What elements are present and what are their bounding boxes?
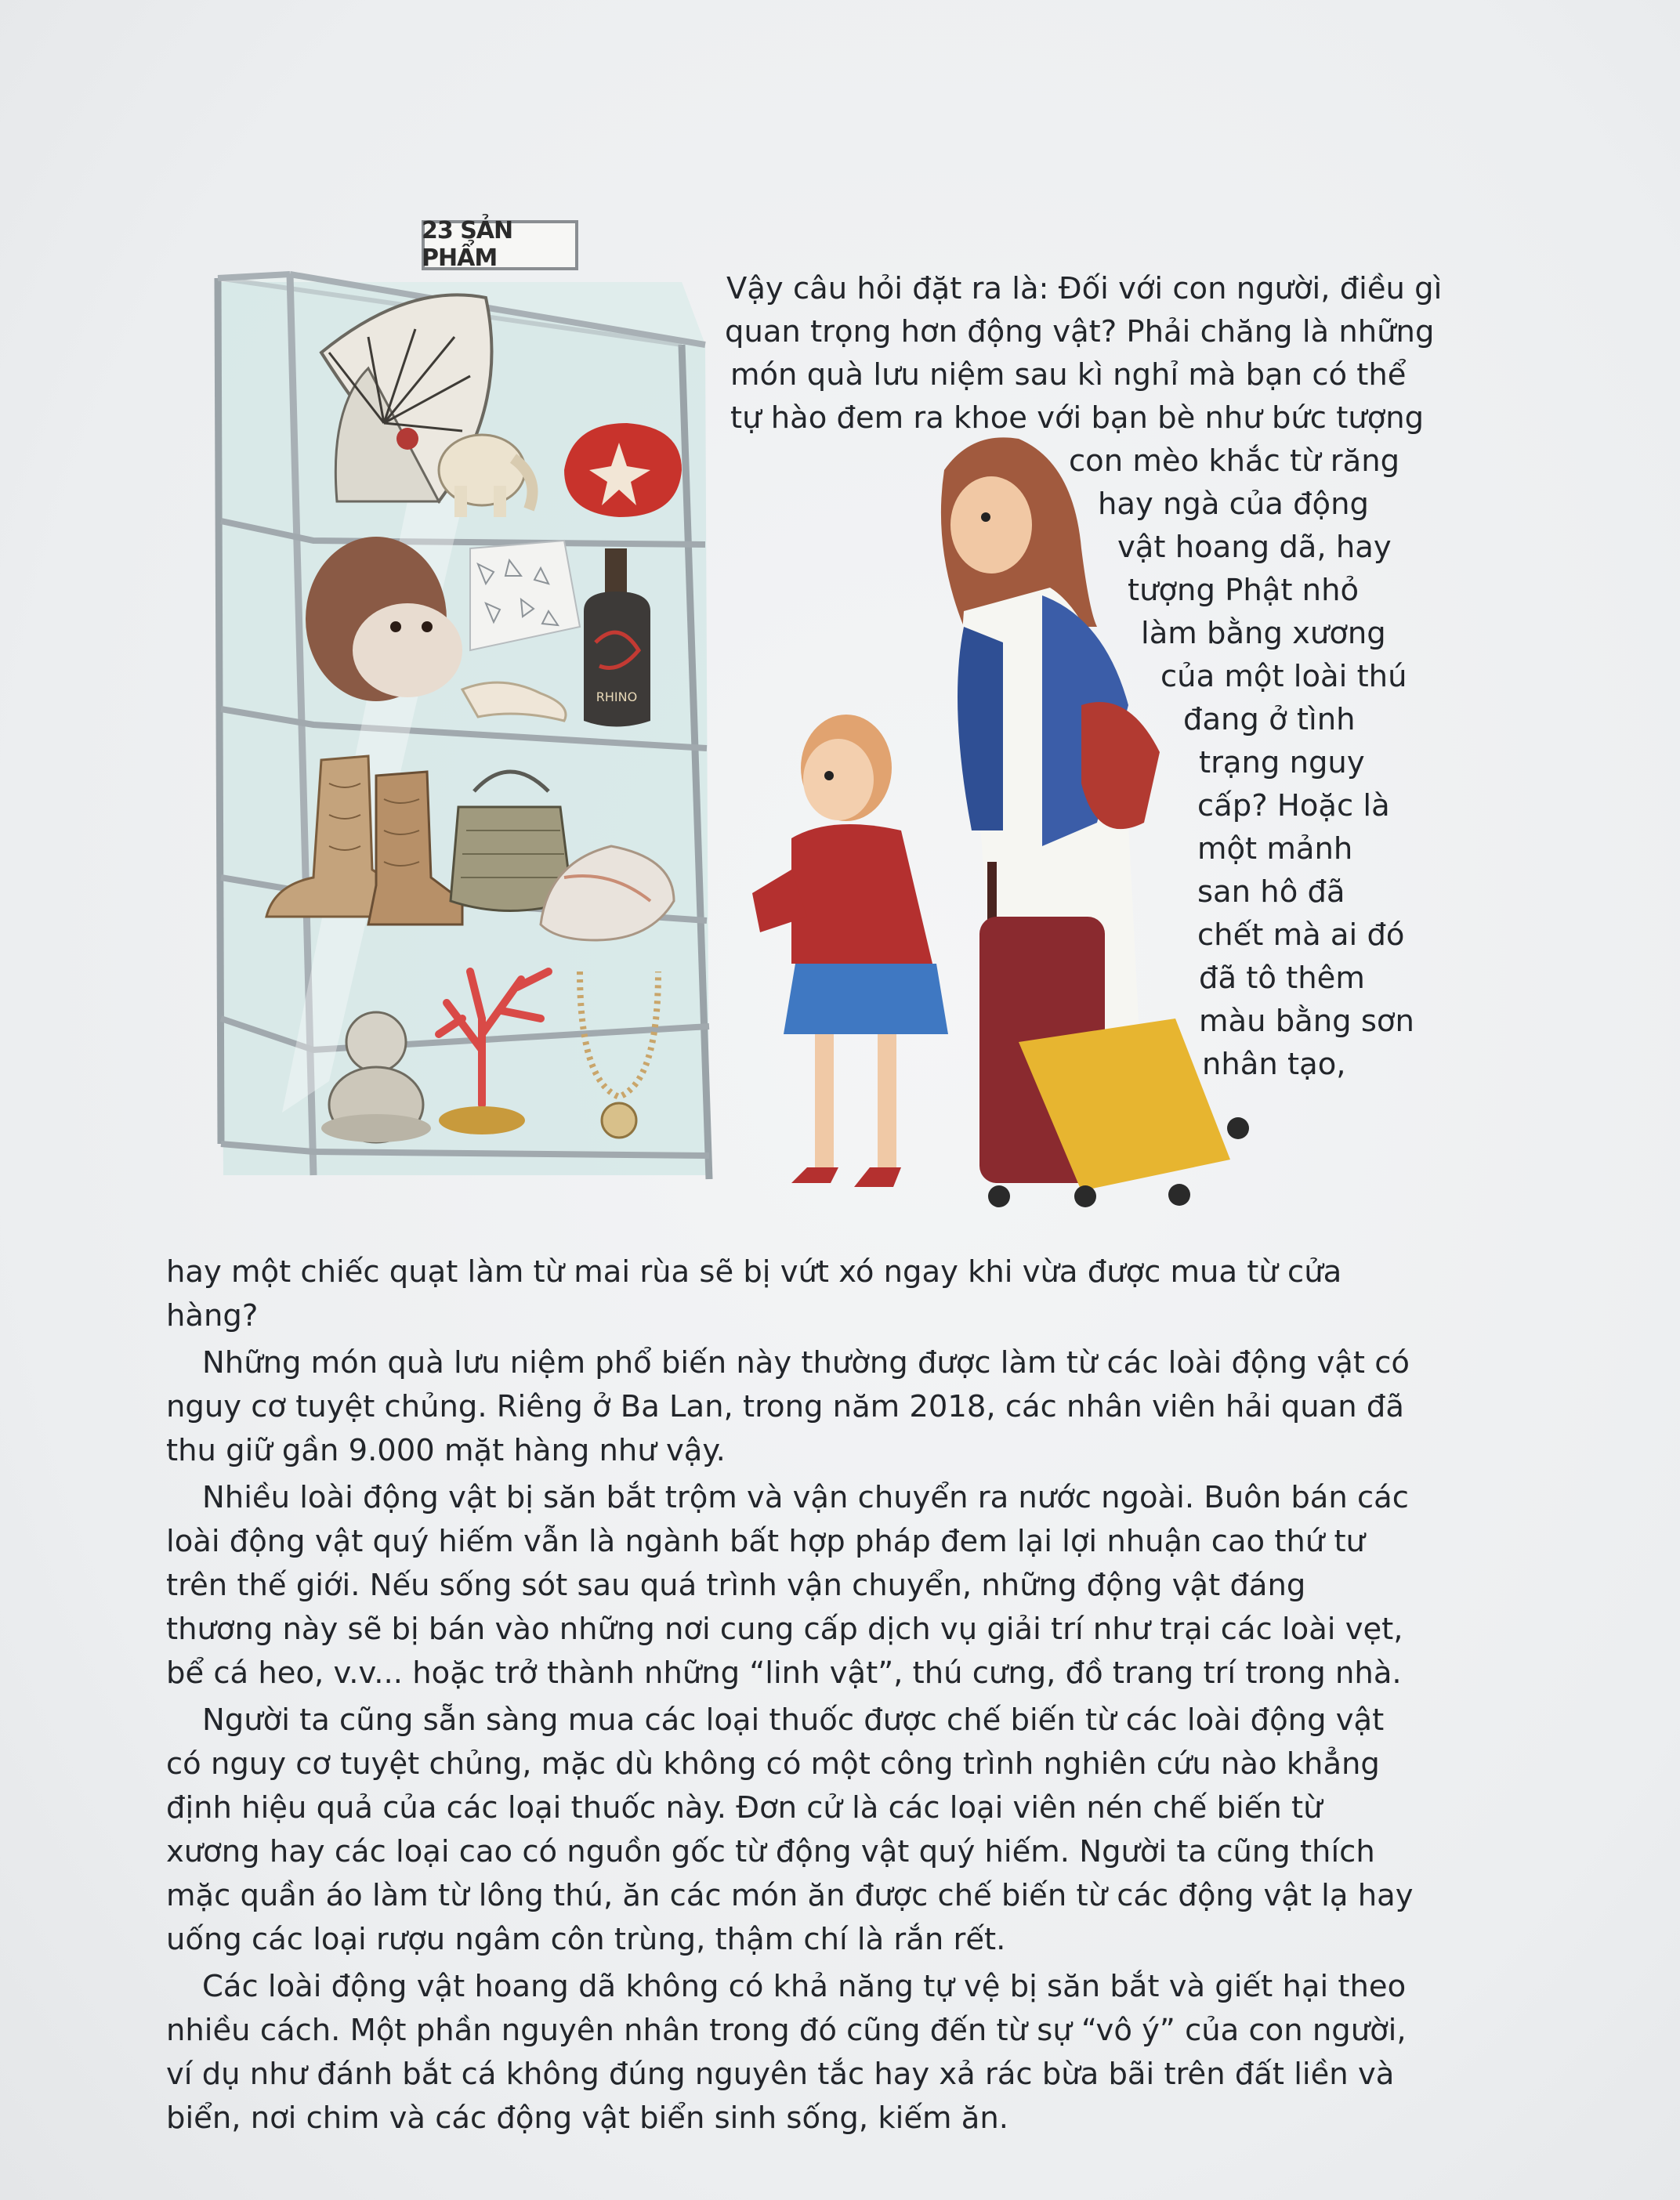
text-line: quan trọng hơn động vật? Phải chăng là những xyxy=(725,314,1435,349)
text-line: san hô đã xyxy=(1197,874,1345,910)
text-line: Vậy câu hỏi đặt ra là: Đối với con người, điều gì xyxy=(726,271,1443,306)
girl-figure xyxy=(752,715,948,1187)
body-text xyxy=(166,1250,1420,2144)
paragraph: Nhiều loài động vật bị săn bắt trộm và vận chuyển ra nước ngoài. Buôn bán các loài động vật quý hiếm vẫn là ngành bất hợp pháp đem lại lợi nhuận cao thứ tư trên thế giới. Nếu sống sót sau quá trình vận chuyển, những động vật đáng thương này sẽ bị bán vào những nơi cung cấp dịch vụ giải trí như trại các loài vẹt, bể cá heo, v.v... hoặc trở thành những “linh vật”, thú cưng, đồ trang trí trong nhà. xyxy=(166,1480,1409,1691)
text-line: món quà lưu niệm sau kì nghỉ mà bạn có thể xyxy=(730,357,1407,393)
paragraph: Người ta cũng sẵn sàng mua các loại thuốc được chế biến từ các loài động vật có nguy cơ tuyệt chủng, mặc dù không có một công trình nghiên cứu nào khẳng định hiệu quả của các loại thuốc này. Đơn cử là các loại viên nén chế biến từ xương hay các loại cao có nguồn gốc từ động vật quý hiếm. Người ta cũng thích mặc quần áo làm từ lông thú, ăn các món ăn được chế biến từ các động vật lạ hay uống các loại rượu ngâm côn trùng, thậm chí là rắn rết. xyxy=(166,1702,1414,1957)
red-coral-box-icon xyxy=(564,423,682,517)
paragraph: Các loài động vật hoang dã không có khả năng tự vệ bị săn bắt và giết hại theo nhiều cách. Một phần nguyên nhân trong đó cũng đến từ sự “vô ý” của con người, ví dụ như đánh bắt cá không đúng nguyên tắc hay xả rác bừa bãi trên đất liền và biển, nơi chim và các động vật biển sinh sống, kiếm ăn. xyxy=(166,1969,1407,2136)
text-line: hay ngà của động xyxy=(1098,487,1369,522)
text-line: vật hoang dã, hay xyxy=(1117,530,1392,565)
text-line: chết mà ai đó xyxy=(1197,917,1405,953)
paragraph: Những món quà lưu niệm phổ biến này thường được làm từ các loài động vật có nguy cơ tuyệt chủng. Riêng ở Ba Lan, trong năm 2018, các nhân viên hải quan đã thu giữ gần 9.000 mặt hàng như vậy. xyxy=(166,1345,1410,1468)
text-line: một mảnh xyxy=(1197,831,1353,867)
text-line: trạng nguy xyxy=(1199,745,1365,780)
continuation-line: hay một chiếc quạt làm từ mai rùa sẽ bị vứt xó ngay khi vừa được mua từ cửa hàng? xyxy=(166,1254,1342,1333)
text-line: con mèo khắc từ răng xyxy=(1069,443,1400,479)
text-line: cấp? Hoặc là xyxy=(1197,788,1390,823)
shop-sign-label: 23 SẢN PHẨM xyxy=(422,217,513,272)
text-line: đã tô thêm xyxy=(1199,961,1365,996)
text-line: tượng Phật nhỏ xyxy=(1128,573,1360,608)
bottle-label: RHINO xyxy=(596,689,638,704)
text-line: làm bằng xương xyxy=(1141,616,1386,651)
text-line: đang ở tình xyxy=(1183,702,1356,737)
text-line: nhân tạo, xyxy=(1202,1047,1346,1082)
text-line: màu bằng sơn xyxy=(1199,1004,1414,1039)
text-line: của một loài thú xyxy=(1160,659,1407,694)
text-line: tự hào đem ra khoe với bạn bè như bức tượng xyxy=(730,400,1425,436)
